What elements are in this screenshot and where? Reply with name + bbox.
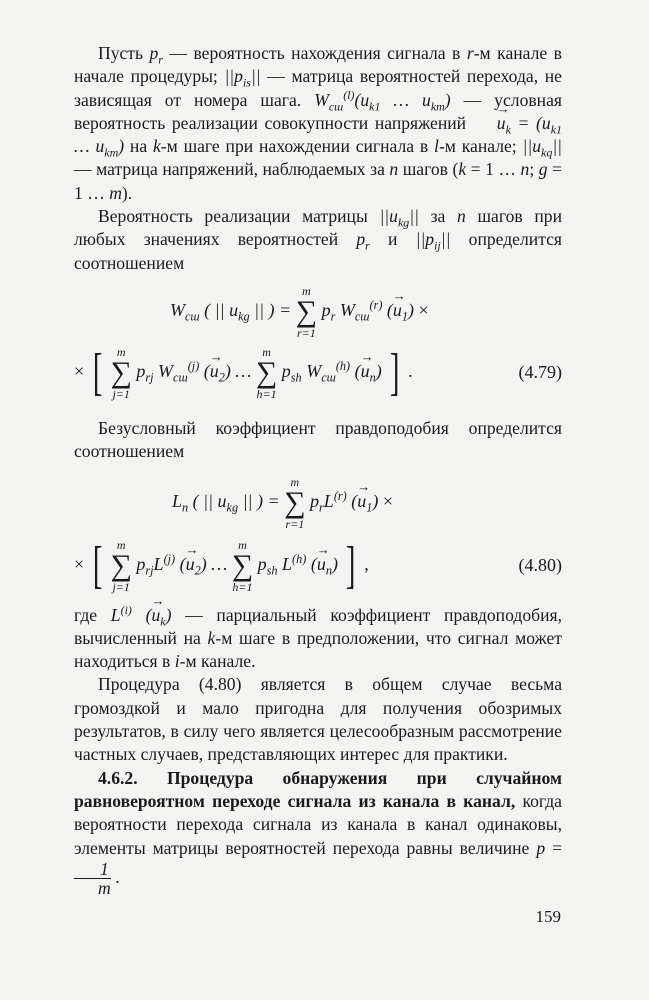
page-number: 159 xyxy=(535,907,561,926)
paragraph-procedure-note: Процедура (4.80) является в общем случае весьма громоздкой и мало пригодна для получения обозримых результатов, в силу чего является целесообразным рассмотрение частных случаев, представляющих интерес для практики. xyxy=(74,674,562,765)
section-heading: 4.6.2. Процедура обнаружения при случайном равновероятном переходе сигнала из канала в канал, xyxy=(74,767,562,811)
equation-4-79-line-1: $W_{сш}$ ( || $u_{kg}$ || ) = m ∑ r=1 $p_r$ $W_{сш}^{(r)}$ (→ $u_1$) × xyxy=(74,275,562,339)
section-text: когда вероятности перехода сигнала из канала в канал одинаковы, элементы матрицы вероятностей перехода равны величине xyxy=(74,790,562,858)
section-4-6-2: 4.6.2. Процедура обнаружения при случайном равновероятном переходе сигнала из канала в канал, когда вероятности перехода сигнала из канала в канал одинаковы, элементы матрицы вероятностей перехода равны величине p = $\frac{1}{m}$ . xyxy=(74,767,563,899)
paragraph-partial-likelihood: где $L^{(i)}$ (→ $u_k$) — парциальный коэффициент правдоподобия, вычисленный на k-м шаге в предположении, что сигнал может находиться в i-м канале. xyxy=(74,604,562,674)
equation-number-4-80: (4.80) xyxy=(518,554,562,575)
paragraph-definitions: Пусть $p_r$ — вероятность нахождения сигнала в r-м канале в начале процедуры; $||p_{is}||$ — матрица вероятностей перехода, не зависящая от номера шага. $W_{сш}^{(l)}(u_{k1}$ … $u_{km}$) — условная вероятность реализации совокупности напряжений → $u_k = (u_{k1}$ … $u_{km}$) на k-м шаге при нахождении сигнала в l-м канале; $||u_{kq}||$ — матрица напряжений, наблюдаемых за n шагов (k = 1 … n; g = 1 … m). xyxy=(74,42,562,205)
page-content xyxy=(74,42,562,898)
paragraph-probability-intro: Вероятность реализации матрицы $||u_{kg}||$ за n шагов при любых значениях вероятностей $p_r$ и $||p_{ij}||$ определится соотношением xyxy=(74,206,563,273)
equation-4-80-line-1: $L_n$ ( || $u_{kg}$ || ) = m ∑ r=1 $p_rL^{(r)}$ (→ $u_1$) × xyxy=(74,464,562,530)
equation-4-80-line-2: × [ m ∑ j=1 $p_{rj}L^{(j)}$ (→ $u_2$) … m ∑ h=1 $p_{sh}$ $L^{(h)}$ (→ $u_n$) ] , (4.80) xyxy=(74,530,562,604)
equation-number-4-79: (4.79) xyxy=(518,361,562,382)
paragraph-likelihood-intro: Безусловный коэффициент правдоподобия определится соотношением xyxy=(74,417,562,462)
fraction-one-over-m: $\frac{1}{m}$ xyxy=(74,860,111,898)
equation-4-79-line-2: × [ m ∑ j=1 $p_{rj}$ $W_{сш}^{(j)}$ (→ $u_2$) … m ∑ h=1 $p_{sh}$ $W_{сш}^{(h)}$ (→ $u_n$) ] . (4.79) xyxy=(74,339,562,411)
